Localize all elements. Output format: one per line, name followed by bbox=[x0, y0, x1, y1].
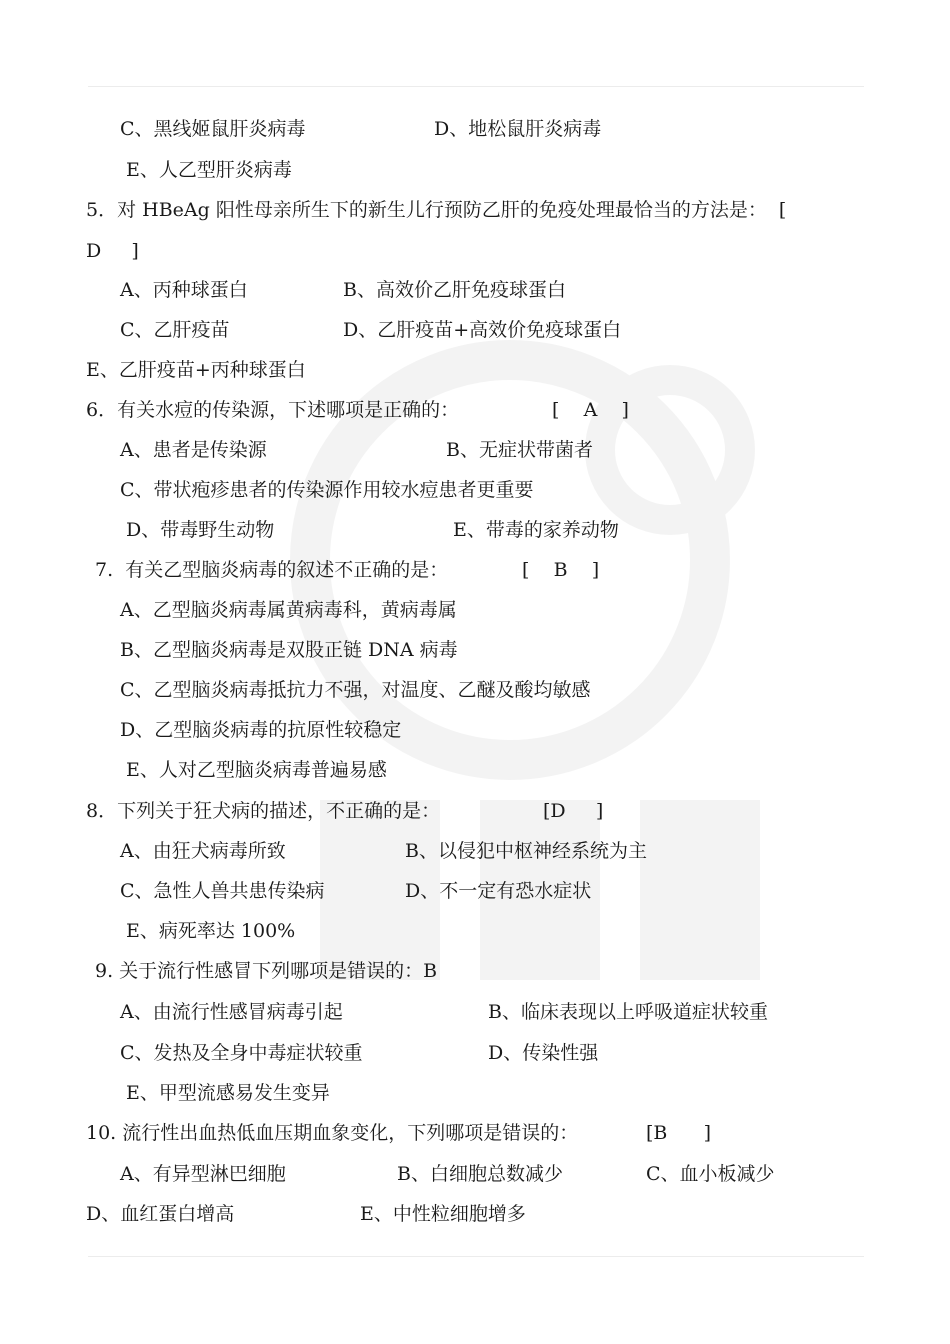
option-text: D、传染性强 bbox=[488, 1042, 599, 1064]
question-line: A、由狂犬病毒所致 bbox=[120, 840, 286, 862]
question-line: 5．对 HBeAg 阳性母亲所生下的新生儿行预防乙肝的免疫处理最恰当的方法是： [ bbox=[86, 199, 787, 221]
question-line: C、带状疱疹患者的传染源作用较水痘患者更重要 bbox=[120, 479, 534, 501]
question-line: D ] bbox=[86, 240, 139, 262]
question-line: D、乙型脑炎病毒的抗原性较稳定 bbox=[120, 719, 402, 741]
option-text: B、以侵犯中枢神经系统为主 bbox=[405, 840, 647, 862]
question-line: C、发热及全身中毒症状较重 bbox=[120, 1042, 363, 1064]
question-line: 6．有关水痘的传染源，下述哪项是正确的： bbox=[86, 399, 460, 421]
question-line: C、急性人兽共患传染病 bbox=[120, 880, 325, 902]
footer-rule bbox=[88, 1256, 864, 1257]
option-text: C、血小板减少 bbox=[646, 1163, 775, 1185]
question-line: 8．下列关于狂犬病的描述，不正确的是： bbox=[86, 800, 441, 822]
option-text: B、高效价乙肝免疫球蛋白 bbox=[343, 279, 566, 301]
option-text: [D ] bbox=[543, 800, 604, 822]
question-line: 9. 关于流行性感冒下列哪项是错误的：B bbox=[95, 960, 438, 982]
option-text: E、带毒的家养动物 bbox=[453, 519, 619, 541]
option-text: [ A ] bbox=[552, 399, 629, 421]
question-line: E、人对乙型脑炎病毒普遍易感 bbox=[126, 759, 387, 781]
option-text: B、白细胞总数减少 bbox=[397, 1163, 563, 1185]
option-text: D、地松鼠肝炎病毒 bbox=[434, 118, 602, 140]
question-line: A、有异型淋巴细胞 bbox=[120, 1163, 286, 1185]
option-text: B、临床表现以上呼吸道症状较重 bbox=[488, 1001, 768, 1023]
question-line: C、乙型脑炎病毒抵抗力不强，对温度、乙醚及酸均敏感 bbox=[120, 679, 591, 701]
option-text: D、乙肝疫苗+高效价免疫球蛋白 bbox=[343, 319, 622, 341]
question-line: A、丙种球蛋白 bbox=[120, 279, 248, 301]
question-line: A、患者是传染源 bbox=[120, 439, 267, 461]
question-line: A、由流行性感冒病毒引起 bbox=[120, 1001, 343, 1023]
question-line: A、乙型脑炎病毒属黄病毒科，黄病毒属 bbox=[120, 599, 457, 621]
header-rule bbox=[88, 86, 864, 87]
question-line: E、乙肝疫苗+丙种球蛋白 bbox=[86, 359, 306, 381]
question-line: B、乙型脑炎病毒是双股正链 DNA 病毒 bbox=[120, 639, 458, 661]
question-line: E、甲型流感易发生变异 bbox=[126, 1082, 330, 1104]
question-line: C、乙肝疫苗 bbox=[120, 319, 230, 341]
option-text: [B ] bbox=[646, 1122, 712, 1144]
question-line: C、黑线姬鼠肝炎病毒 bbox=[120, 118, 306, 140]
question-line: E、人乙型肝炎病毒 bbox=[126, 159, 292, 181]
question-line: E、病死率达 100% bbox=[126, 920, 296, 942]
question-line: 10. 流行性出血热低血压期血象变化，下列哪项是错误的： bbox=[86, 1122, 579, 1144]
option-text: B、无症状带菌者 bbox=[446, 439, 593, 461]
option-text: E、中性粒细胞增多 bbox=[360, 1203, 526, 1225]
option-text: [ B ] bbox=[522, 559, 600, 581]
question-line: 7. 有关乙型脑炎病毒的叙述不正确的是： bbox=[95, 559, 449, 581]
question-line: D、血红蛋白增高 bbox=[86, 1203, 235, 1225]
question-line: D、带毒野生动物 bbox=[126, 519, 275, 541]
option-text: D、不一定有恐水症状 bbox=[405, 880, 592, 902]
